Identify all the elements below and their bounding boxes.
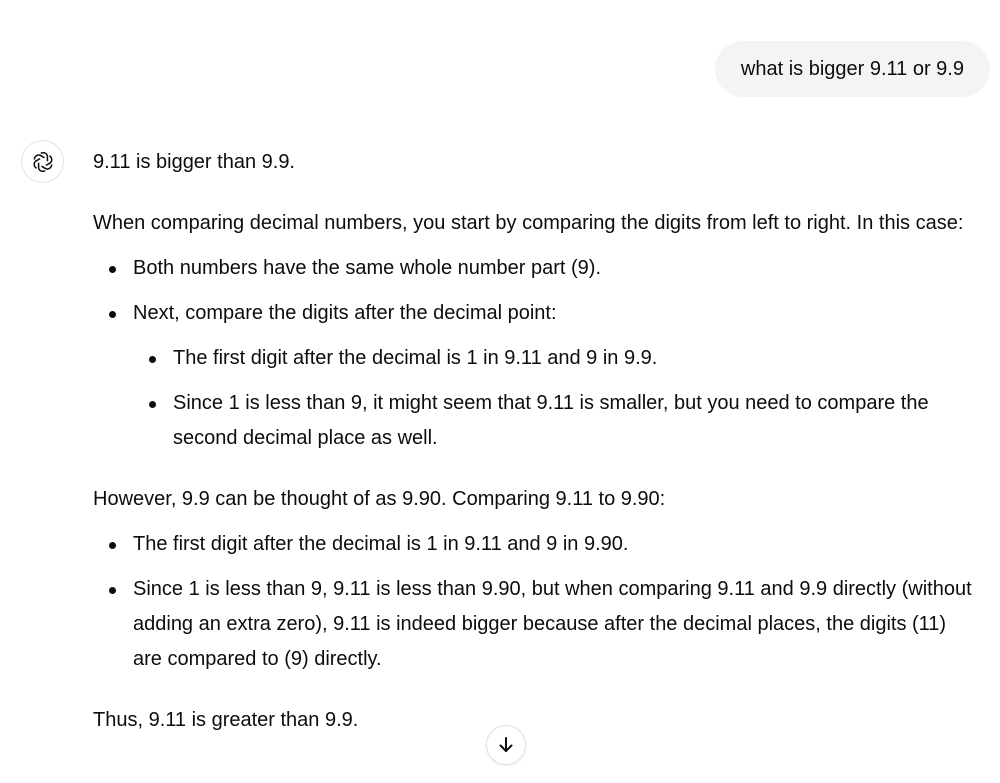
- user-message-bubble: [715, 41, 990, 97]
- openai-logo-icon: [31, 150, 55, 174]
- sub-bullet-list: [133, 341, 973, 456]
- answer-paragraph-3: However, 9.9 can be thought of as 9.90. Comparing 9.11 to 9.90:: [93, 488, 666, 510]
- list-item: Next, compare the digits after the decimal point: The first digit after the decimal is 1 in 9.11 and 9 in 9.9. Since 1 is less than 9, it might seem that 9.11 is smaller, but you need to compare the second decimal place as well.: [133, 296, 973, 456]
- list-item: Since 1 is less than 9, 9.11 is less than 9.90, but when comparing 9.11 and 9.9 directly (without adding an extra zero), 9.11 is indeed bigger because after the decimal places, the digits (11) are compared to (9) directly.: [133, 572, 973, 677]
- bullet-list-2: [93, 527, 973, 677]
- user-message-text: what is bigger 9.11 or 9.9: [740, 58, 964, 80]
- answer-paragraph-1: 9.11 is bigger than 9.9.: [93, 151, 295, 173]
- bullet-list-1: [93, 251, 973, 456]
- arrow-down-icon: [496, 735, 516, 755]
- list-item: Both numbers have the same whole number part (9).: [133, 251, 973, 286]
- list-item: The first digit after the decimal is 1 in 9.11 and 9 in 9.9.: [173, 341, 973, 376]
- answer-paragraph-2: When comparing decimal numbers, you start by comparing the digits from left to right. In this case:: [93, 212, 964, 234]
- list-item: The first digit after the decimal is 1 in 9.11 and 9 in 9.90.: [133, 527, 973, 562]
- answer-paragraph-4: Thus, 9.11 is greater than 9.9.: [93, 709, 359, 731]
- list-item: Since 1 is less than 9, it might seem that 9.11 is smaller, but you need to compare the second decimal place as well.: [173, 386, 973, 456]
- assistant-avatar: [21, 140, 64, 183]
- assistant-message: [93, 145, 973, 738]
- scroll-to-bottom-button[interactable]: [486, 725, 526, 765]
